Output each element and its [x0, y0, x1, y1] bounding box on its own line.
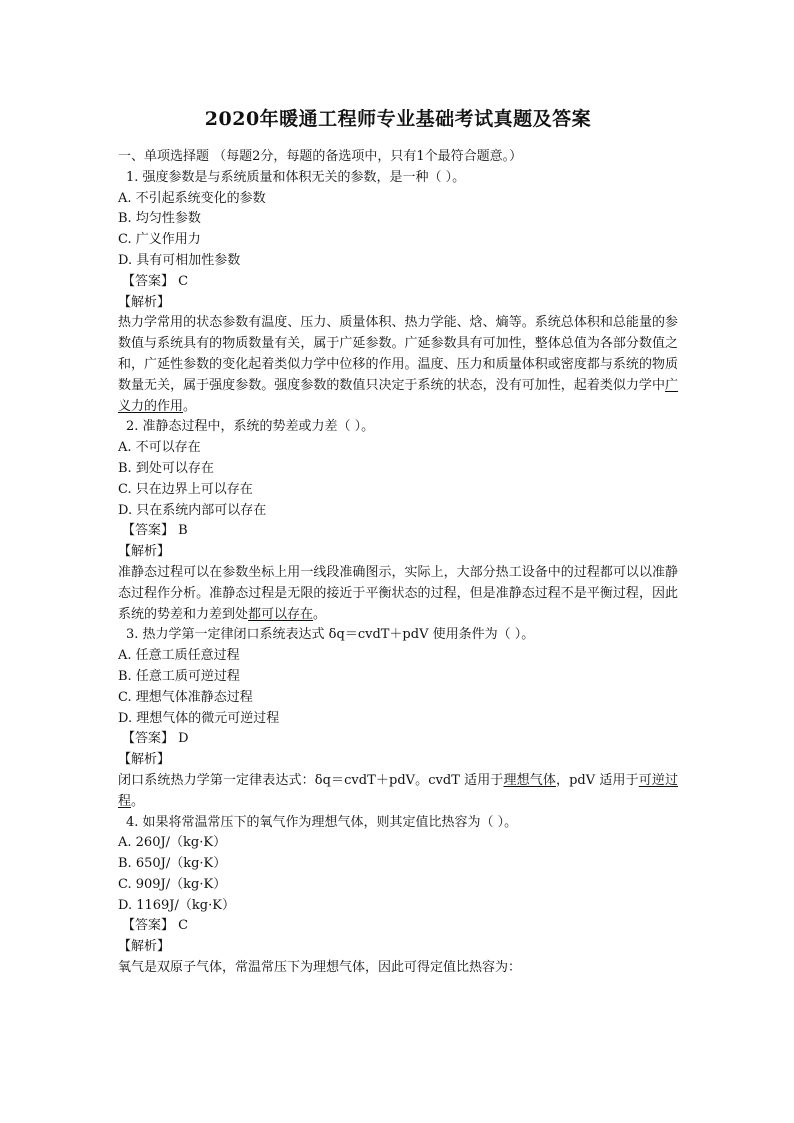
document-page [118, 104, 678, 979]
question-3 [118, 625, 678, 812]
answer-label: 【答案】 [122, 918, 175, 934]
section-heading: 一、单项选择题 （每题2分，每题的备选项中，只有1个最符合题意。） [118, 149, 523, 164]
option-b: B. 任意工质可逆过程 [118, 668, 240, 684]
option-d: D. 只在系统内部可以存在 [118, 502, 267, 518]
option-a: A. 260J/（kg·K） [118, 835, 227, 851]
answer-line [118, 272, 678, 293]
underlined-term: 都可以存在 [248, 606, 314, 622]
answer-line [118, 729, 678, 750]
question-stem: 3. 热力学第一定律闭口系统表达式 δq＝cvdT＋pdV 使用条件为（ ）。 [126, 627, 535, 643]
option-c: C. 广义作用力 [118, 232, 201, 248]
answer-label: 【答案】 [122, 273, 175, 289]
answer-value: B [178, 523, 188, 539]
underlined-term: 理想气体 [503, 772, 556, 788]
analysis-label: 【解析】 [118, 752, 171, 768]
analysis-label: 【解析】 [118, 939, 171, 955]
underlined-term: 可逆过程 [118, 772, 678, 809]
answer-label: 【答案】 [122, 731, 175, 747]
option-b: B. 均匀性参数 [118, 211, 201, 227]
option-c: C. 理想气体准静态过程 [118, 689, 253, 705]
answer-line [118, 521, 678, 542]
answer-line [118, 916, 678, 937]
option-c: C. 909J/（kg·K） [118, 876, 227, 892]
answer-value: C [178, 918, 189, 934]
option-b: B. 650J/（kg·K） [118, 856, 227, 872]
option-d: D. 理想气体的微元可逆过程 [118, 710, 280, 726]
analysis-label: 【解析】 [118, 294, 171, 310]
analysis-text: 热力学常用的状态参数有温度、压力、质量体积、热力学能、焓、熵等。系统总体积和总能量的参数值与系统具有的物质数量有关，属于广延参数。广延参数具有可加性，整体总值为各部分数值之和，广延性参数的变化起着类似力学中位移的作用。温度、压力和质量体积或密度都与系统的物质数量无关，属于强度参数。强度参数的数值只决定于系统的状态，没有可加性，起着类似力学中广义力的作用。 [118, 315, 678, 414]
question-stem: 2. 准静态过程中，系统的势差或力差（ ）。 [126, 419, 375, 435]
analysis-label: 【解析】 [118, 544, 171, 560]
analysis-text: 准静态过程可以在参数坐标上用一线段准确图示，实际上，大部分热工设备中的过程都可以以准静态过程作分析。准静态过程是无限的接近于平衡状态的过程，但是准静态过程不是平衡过程，因此系统的势差和力差到处都可以存在。 [118, 564, 678, 622]
question-2 [118, 417, 678, 625]
analysis-text: 氧气是双原子气体，常温常压下为理想气体，因此可得定值比热容为： [118, 960, 522, 976]
underlined-term: 广义力的作用 [118, 377, 678, 414]
answer-label: 【答案】 [122, 523, 175, 539]
option-a: A. 不引起系统变化的参数 [118, 190, 266, 206]
question-stem: 1. 强度参数是与系统质量和体积无关的参数，是一种（ ）。 [126, 169, 466, 185]
answer-value: D [178, 731, 189, 747]
option-a: A. 不可以存在 [118, 440, 201, 456]
option-d: D. 具有可相加性参数 [118, 252, 241, 268]
question-stem: 4. 如果将常温常压下的氧气作为理想气体，则其定值比热容为（ ）。 [126, 814, 518, 830]
analysis-text: 闭口系统热力学第一定律表达式：δq＝cvdT＋pdV。cvdT 适用于理想气体，pdV 适用于可逆过程。 [118, 772, 678, 809]
question-4 [118, 813, 678, 979]
option-d: D. 1169J/（kg·K） [118, 897, 235, 913]
option-a: A. 任意工质任意过程 [118, 648, 240, 664]
option-c: C. 只在边界上可以存在 [118, 481, 253, 497]
question-1 [118, 168, 678, 418]
option-b: B. 到处可以存在 [118, 460, 214, 476]
document-title: 2020年暖通工程师专业基础考试真题及答案 [204, 108, 592, 130]
answer-value: C [178, 273, 189, 289]
